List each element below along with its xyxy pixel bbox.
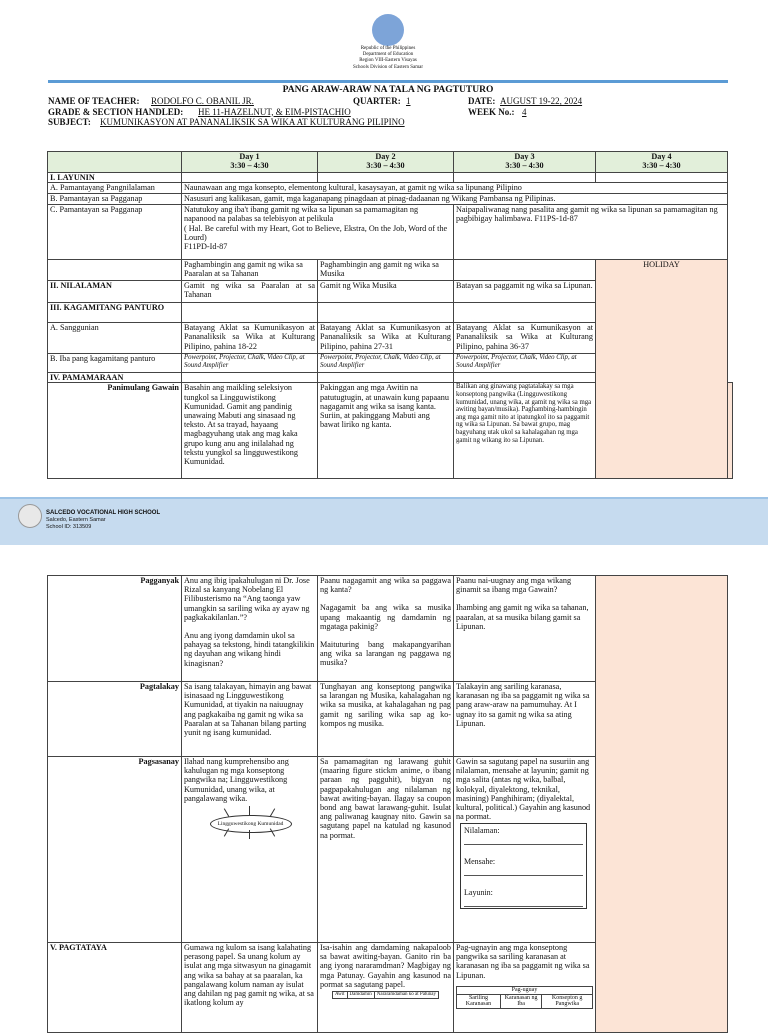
lesson-table-page1	[47, 151, 733, 479]
cell: Pag-ugnayin ang mga konseptong pangwika sa sariling karanasan at karanasan ng iba sa paggamit ng wika sa Lipunan. Pag-uguay Sariling Karanasan Karanasan ng Iba Konsepton g Pangwika	[454, 943, 596, 1033]
cell: Paghambingin ang gamit ng wika sa Paaralan at sa Tahanan	[182, 260, 318, 281]
cell: Ilahad nang kumprehensibo ang kahulugan ng mga konseptong pangwika na; Lingguwestikong Kumunidad, unang wika, at pangalawang wika. Lingguwestikong Kumunidad	[182, 757, 318, 943]
teacher-info	[48, 96, 728, 128]
section-pamamaraan: IV. PAMAMARAAN	[48, 373, 182, 383]
cell: Isa-isahin ang damdaming nakapaloob sa bawat awiting-bayan. Ganito rin ba ang iyong nararamdman? Magbigay ng mga Patunay. Gayahin ang kasunod na pormat sa sagutang papel. Awit Damdamin Nararamdaman ko at Patunay	[318, 943, 454, 1033]
row-text: Naunawaan ang mga konsepto, elementong kultural, kasaysayan, at gamit ng wika sa lipunang Pilipino	[182, 183, 728, 194]
day-header: Day 2 3:30 – 4:30	[318, 152, 454, 173]
subject-value: KUMUNIKASYON AT PANANALIKSIK SA WIKA AT KULTURANG PILIPINO	[100, 117, 405, 127]
cell: Gamit ng wika sa Paaralan at sa Tahanan	[182, 281, 318, 303]
teacher-name: RODOLFO C. OBANIL JR.	[151, 96, 254, 106]
school-id: School ID: 313509	[46, 523, 92, 530]
cell: Gawin sa sagutang papel na susuriin ang nilalaman, mensahe at layunin; gamit ng mga salita (antas ng wika, balbal, kolokyal, diyalektong, teknikal, masining) Panghihiram; (diyalektal, kultural, political.) Gayahin ang kasunod na pormat. Nilalaman: Mensahe: Layunin:	[454, 757, 596, 943]
cell: Powerpoint, Projector, Chalk, Video Clip, at Sound Amplifier	[454, 354, 596, 373]
cell: Basahin ang maikling seleksiyon tungkol sa Lingguwistikong Kumunidad. Gamit ang pandinig unawaing Mabuti ang sinasaad ng teksto. At sa trayad, hayaang magbagyuhang utak ang mag kaka grupo kung anu ang inilalahad ng tekstu yungkol sa lingguwestikong Kumunidad.	[182, 383, 318, 479]
day-header: Day 4 3:30 – 4:30	[596, 152, 728, 173]
cell: Batayang Aklat sa Kumunikasyon at Pananaliksik sa Wika at Kulturang Pilipino, pahina 36-37	[454, 323, 596, 354]
deped-seal	[372, 14, 404, 46]
quarter-label: QUARTER:	[353, 96, 401, 106]
header-line: Region VIII-Eastern Visayas	[359, 58, 417, 64]
row-label: A. Pamantayang Pangnilalaman	[48, 183, 182, 194]
grade-label: GRADE & SECTION HANDLED:	[48, 106, 184, 117]
grade-value: HE 11-HAZELNUT, & EIM-PISTACHIO	[198, 106, 351, 117]
concept-diagram	[196, 809, 304, 837]
teacher-label: NAME OF TEACHER:	[48, 96, 140, 106]
school-name: SALCEDO VOCATIONAL HIGH SCHOOL	[46, 510, 161, 516]
holiday-cell: HOLIDAY	[596, 260, 728, 479]
cell: Batayang Aklat sa Kumunikasyon at Pananaliksik sa Wika at Kulturang Pilipino, pahina 18-22	[182, 323, 318, 354]
cell: Balikan ang ginawang pagtatalakay sa mga konseptong pangwika (Lingguwestikong kumunidad, unang wika, at gamit ng wika sa mga awiting bayan/musika). Paghambing-hambingin ang mga gamit nito at ipatungkol ito sa paggamit ng wika sa Lipunan. Sa bawat grupo, mag bagyuhang utak ukol sa kahalagahan ng mga gamit ng wikang ito sa Lipunan.	[454, 383, 596, 479]
diagram-oval: Lingguwestikong Kumunidad	[210, 815, 292, 833]
cell: Paanu nagagamit ang wika sa paggawa ng kanta? Nagagamit ba ang wika sa musika upang makaantig ng damdamin ng mgataga pakinig? Maituturing bang makapangyarihan ang wika sa larangan ng paggawa ng musika?	[318, 576, 454, 682]
section-kagamitan: III. KAGAMITANG PANTURO	[48, 303, 182, 323]
day-header: Day 3 3:30 – 4:30	[454, 152, 596, 173]
quarter-value: 1	[406, 96, 411, 106]
row-label: A. Sanggunian	[48, 323, 182, 354]
section-layunin: I. LAYUNIN	[48, 173, 182, 183]
row-text: Natutukoy ang iba't ibang gamit ng wika sa lipunan sa pamamagitan ng napanood na palabas sa telebisyon at pelikula ( Hal. Be careful with my Heart, Got to Believe, Ekstra, On the Job, Word of the Lourd) F11PD-Id-87	[182, 205, 454, 260]
row-label: B. Iba pang kagamitang panturo	[48, 354, 182, 373]
header-divider	[48, 80, 728, 83]
row-text: Naipapaliwanag nang pasalita ang gamit ng wika sa lipunan sa pamamagitan ng pagbibigay halimbawa. F11PS-1d-87	[454, 205, 728, 260]
row-text: Nasusuri ang kalikasan, gamit, mga kaganapang pinagdaan at pinag-dadaanan ng Wikang Pambansa ng Pilipinas.	[182, 194, 728, 205]
date-value: AUGUST 19-22, 2024	[500, 96, 583, 106]
cell: Sa pamamagitan ng larawang guhit (maaring figure stickm anime, o ibang paraan ng pagguhit), bigyan ng pagpapakahulugan ang nilalaman ng bawat awiting-bayan. Ilagay sa coupon bond ang bawat larawang-guhit. Isulat ang paliwanag kaugnay nito. Gawin sa sagutang papel na katulad ng kasunod na pormat.	[318, 757, 454, 943]
cell: Sa isang talakayan, himayin ang bawat isinasaad ng Lingguwestikong Kumunidad, at tiyakin na naiuugnay ang pagkakaiba ng gamit ng wika sa Paaralan at sa Tahanan bilang parting yunit ng isang kumunidad.	[182, 682, 318, 757]
feeling-format-table: Awit Damdamin Nararamdaman ko at Patunay	[332, 991, 439, 999]
week-value: 4	[522, 106, 527, 117]
cell: Talakayin ang sariling karanasa, karanasan ng iba sa paggamit ng wika sa pang araw-araw na pamumuhay. At I ugnay ito sa gamit ng wika sa ating Lipunan.	[454, 682, 596, 757]
cell: Gamit ng Wika Musika	[318, 281, 454, 303]
answer-format-box: Nilalaman: Mensahe: Layunin:	[460, 823, 587, 909]
cell: Gumawa ng kulom sa isang kalahating perasong papel. Sa unang kolum ay isulat ang mga sitwasyun na ginagamit ang wika sa bahay at sa paaralan, ka pangalawang kolum naman ay isulat ang dahilan ng pag gamit ng wika, at sa ikatlong kolum ay	[182, 943, 318, 1033]
row-label: Pagsasanay	[48, 757, 182, 943]
row-label: Pagganyak	[48, 576, 182, 682]
lesson-table-page2	[47, 575, 728, 1033]
relation-format-table: Pag-uguay Sariling Karanasan Karanasan ng Iba Konsepton g Pangwika	[456, 986, 593, 1009]
header-line: Schools Division of Eastern Samar	[353, 64, 423, 70]
row-label: Pagtalakay	[48, 682, 182, 757]
cell: Paanu nai-uugnay ang mga wikang ginamit sa ibang mga Gawain? Ihambing ang gamit ng wika sa tahanan, paaralan, at sa musika bilang gamit sa Lipunan.	[454, 576, 596, 682]
row-label: Panimulang Gawain	[48, 383, 182, 479]
holiday-column	[596, 576, 728, 1033]
row-label: B. Pamantayan sa Pagganap	[48, 194, 182, 205]
school-logo	[18, 504, 42, 528]
cell: Tunghayan ang konseptong pangwika sa larangan ng Musika, kahalagahan ng wika sa musika, at kahalagahan ng pag gamit ng sariling wika sap ag ko-kompos ng musika.	[318, 682, 454, 757]
day-header-row	[48, 152, 733, 173]
document-title: PANG ARAW-ARAW NA TALA NG PAGTUTURO	[282, 85, 494, 95]
week-label: WEEK No.:	[468, 106, 515, 117]
section-nilalaman: II. NILALAMAN	[48, 281, 182, 303]
row-label: C. Pamantayan sa Pagganap	[48, 205, 182, 260]
cell: Powerpoint, Projector, Chalk, Video Clip, at Sound Amplifier	[182, 354, 318, 373]
header-line: Department of Education	[362, 52, 414, 58]
school-info	[46, 510, 160, 530]
agency-header	[300, 46, 476, 71]
subject-label: SUBJECT:	[48, 117, 91, 127]
cell: Batayang Aklat sa Kumunikasyon at Pananaliksik sa Wika at Kulturang Pilipino, pahina 27-31	[318, 323, 454, 354]
day-header: Day 1 3:30 – 4:30	[182, 152, 318, 173]
cell: Batayan sa paggamit ng wika sa Lipunan.	[454, 281, 596, 303]
header-line: Republic of the Philippines	[360, 46, 416, 51]
cell: Anu ang ibig ipakahulugan ni Dr. Jose Rizal sa kanyang Nobelang El Filibusterismo na “Ang taonga yaw umangkin sa sariling wika ay ayaw ng pagkakakilanlan.”? Anu ang iyong damdamin ukol sa pahayag sa tekstong, hindi tatangkilikin ng dayuhan ang wikang hindi kinagisnan?	[182, 576, 318, 682]
school-address: Salcedo, Eastern Samar	[46, 516, 106, 523]
cell: Paghambingin ang gamit ng wika sa Musika	[318, 260, 454, 281]
cell: Pakinggan ang mga Awitin na patutugtugin, at unawain kung papaanu nagagamit ang wika sa isang kanta. Suriin, at pakinggang Mabuti ang bawat liriko ng kanta.	[318, 383, 454, 479]
date-label: DATE:	[468, 96, 496, 106]
section-pagtataya: V. PAGTATAYA	[48, 943, 182, 1033]
cell: Powerpoint, Projector, Chalk, Video Clip, at Sound Amplifier	[318, 354, 454, 373]
